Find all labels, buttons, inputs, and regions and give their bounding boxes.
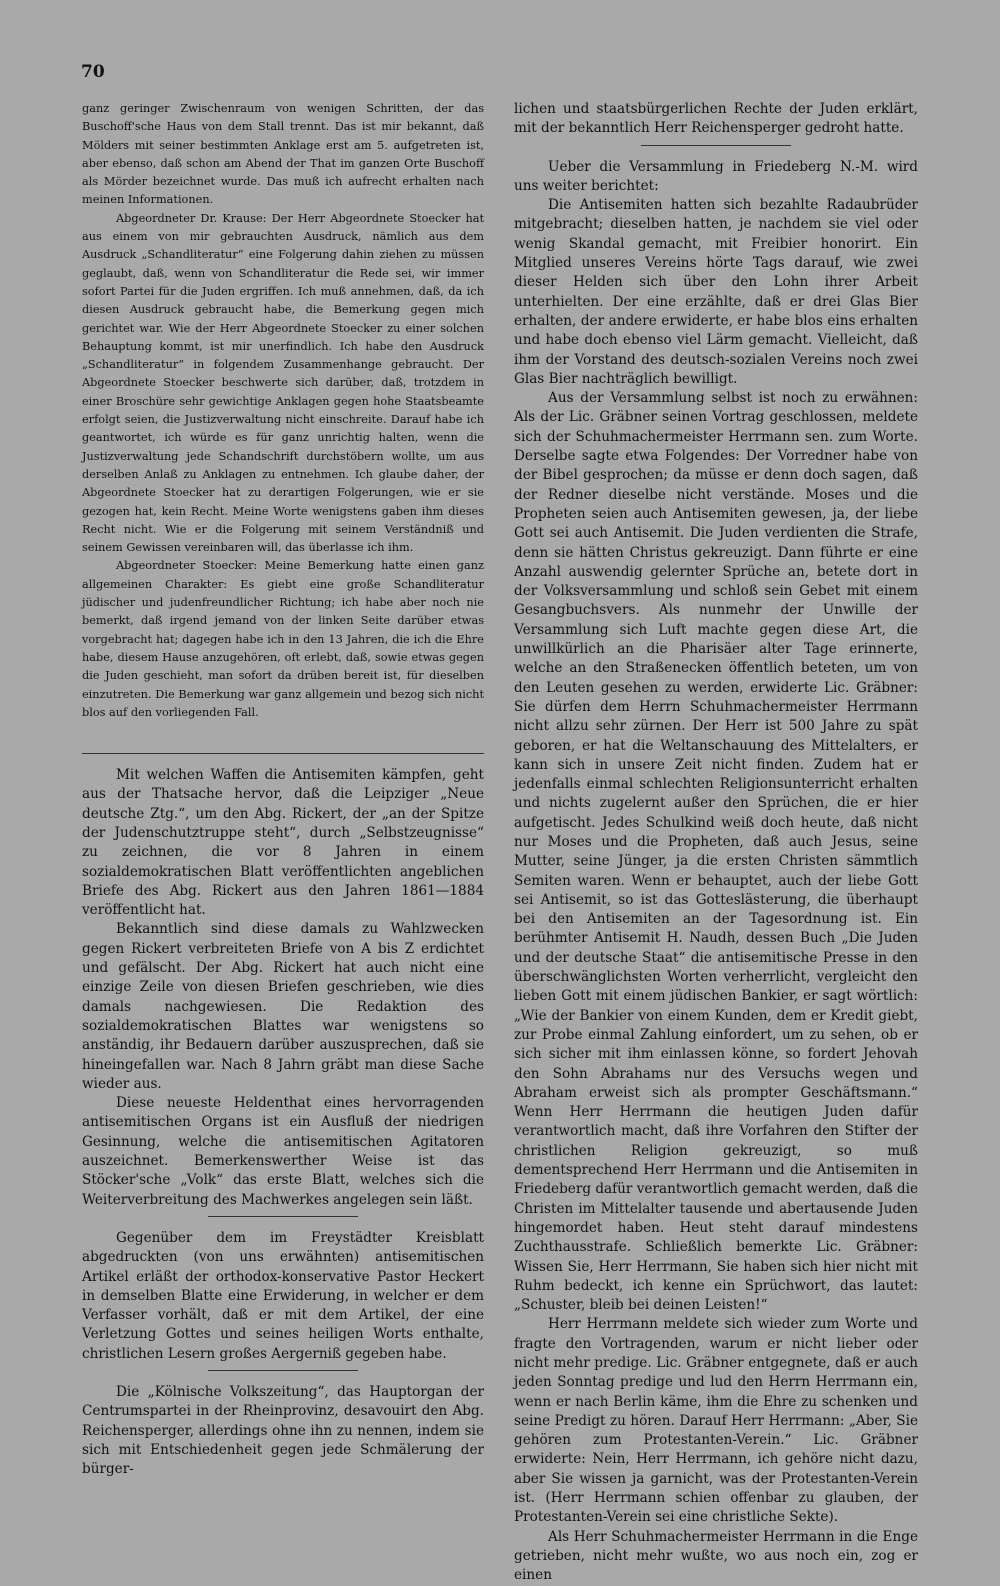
paragraph: Ueber die Versammlung in Friedeberg N.-M. wird uns weiter berichtet: [514,158,918,194]
paragraph: Aus der Versammlung selbst ist noch zu erwähnen: Als der Lic. Gräbner seinen Vortrag geschlossen, meldete sich der Schuhmachermeister Herrmann sen. zum Worte. Derselbe sagte etwa Folgendes: Der Vorredner habe von der Bibel gesprochen; da müsse er denn doch sagen, daß der Redner dieselbe nicht verstände. Moses und die Propheten seien auch Antisemiten gewesen, ja, der liebe Gott sei auch Antisemit. Die Juden verdienten die Strafe, denn sie hätten Christus gekreuzigt. Dann führte er eine Anzahl auswendig gelernter Sprüche an, betete dort in der Volksversammlung und schloß sein Gebet mit einem Gesangbuchsvers. Als nunmehr der Unwille der Versammlung sich Luft machte gegen diese Art, die unwillkürlich an die Pharisäer alter Tage erinnerte, welche an den Straßenecken öffentlich beteten, um von den Leuten gesehen zu werden, erwiderte Lic. Gräbner: Sie dürfen dem Herrn Schuhmachermeister Herrmann nicht allzu sehr zürnen. Der Herr ist 500 Jahre zu spät geboren, er hat die Weltanschauung des Mittelalters, er kann sich in unsere Zeit nicht finden. Zudem hat er jedenfalls einmal schlechten Religionsunterricht erhalten und nichts zugelernt außer den Sprüchen, die er hier aufgetischt. Jedes Schulkind weiß doch heute, daß nicht nur Moses und die Propheten, daß auch Jesus, seine Mutter, seine Jünger, ja die ersten Christen sämmtlich Semiten waren. Wenn er behauptet, auch der liebe Gott sei Antisemit, so ist das Gotteslästerung, die überhaupt bei den Antisemiten an der Tagesordnung ist. Ein berühmter Antisemit H. Naudh, dessen Buch „Die Juden und der deutsche Staat“ die antisemitische Presse in den überschwänglichsten Worten verherrlicht, vergleicht den lieben Gott mit einem jüdischen Bankier, er sagt wörtlich: „Wie der Bankier von einem Kunden, dem er Kredit giebt, zur Probe einmal Zahlung einfordert, um zu sehen, ob er sich sicher mit ihm einlassen könne, so fordert Jehovah den Sohn Abrahams nur des Versuchs wegen und Abraham erweist sich als prompter Geschäftsmann.“ Wenn Herr Herrmann die heutigen Juden dafür verantwortlich macht, daß ihre Vorfahren den Stifter der christlichen Religion gekreuzigt, so muß dementsprechend Herr Herrmann und die Antisemiten in Friedeberg dafür verantwortlich gemacht werden, daß die Christen im Mittelalter tausende und abertausende Juden hingemordet haben. Heut steht darauf mindestens Zuchthausstrafe. Schließlich bemerkte Lic. Gräbner: Wissen Sie, Herr Herrmann, Sie haben sich hier nicht mit Ruhm bedeckt, ich kenne ein Sprüchwort, das lautet: „Schuster, bleib bei deinen Leisten!“ [514,390,918,1314]
koelnische-volkszeitung-continued [514,100,918,139]
paragraph: Abgeordneter Stoecker: Meine Bemerkung hatte einen ganz allgemeinen Charakter: Es giebt eine große Schandliteratur jüdischer und judenfreundlicher Richtung; ich habe aber noch nie bemerkt, daß irgend jemand von der linken Seite darüber etwas vorgebracht hat; dagegen habe ich in den 13 Jahren, die ich die Ehre habe, diesem Hause anzugehören, oft erlebt, daß, sowie etwas gegen die Juden geschieht, man sofort da drüben bereit ist, für dieselben einzutreten. Die Bemerkung war ganz allgemein und bezog sich nicht blos auf den vorliegenden Fall. [82,559,484,719]
paragraph: Als Herr Schuhmachermeister Herrmann in die Enge getrieben, nicht mehr wußte, wo aus noch ein, zog er einen [514,1528,918,1584]
paragraph: Mit welchen Waffen die Antisemiten kämpfen, geht aus der Thatsache hervor, daß die Leipziger „Neue deutsche Ztg.“, um den Abg. Rickert, der „an der Spitze der Judenschutztruppe steht“, durch „Selbstzeugnisse“ zu zeichnen, die vor 8 Jahren in einem sozialdemokratischen Blatt veröffentlichten angeblichen Briefe des Abg. Rickert aus den Jahren 1861—1884 veröffentlicht hat. [82,767,484,919]
paragraph: Die „Kölnische Volkszeitung“, das Hauptorgan der Centrumspartei in der Rheinprovinz, desavouirt den Abg. Reichensperger, allerdings ohne ihn zu nennen, indem sie sich mit Entschiedenheit gegen jede Schmälerung der bürger- [82,1384,484,1478]
koelnische-volkszeitung-article [82,1383,484,1479]
paragraph: lichen und staatsbürgerlichen Rechte der Juden erklärt, mit der bekanntlich Herr Reichensperger gedroht hatte. [514,101,918,137]
parliament-debate-section [82,100,484,722]
section-divider [208,1216,358,1217]
paragraph: Abgeordneter Dr. Krause: Der Herr Abgeordnete Stoecker hat aus einem von mir gebrauchten Ausdruck, nämlich aus dem Ausdruck „Schandliteratur“ eine Folgerung dahin ziehen zu müssen geglaubt, daß, wenn von Schandliteratur die Rede sei, wir immer sofort Partei für die Juden ergriffen. Ich muß annehmen, daß, da ich diesen Ausdruck gebraucht habe, die Bemerkung gegen mich gerichtet war. Wie der Herr Abgeordnete Stoecker zu einer solchen Behauptung kommt, ist mir unerfindlich. Ich habe den Ausdruck „Schandliteratur“ in folgendem Zusammenhange gebraucht. Der Abgeordnete Stoecker beschwerte sich darüber, daß, trotzdem in einer Broschüre sehr gewichtige Anklagen gegen hohe Staatsbeamte erfolgt seien, die Justizverwaltung nicht einschreite. Darauf habe ich geantwortet, ich würde es für ganz unrichtig halten, wenn die Justizverwaltung jede Schandschrift durchstöbern wollte, um aus derselben Anlaß zu Anklagen zu entnehmen. Ich glaube daher, der Abgeordnete Stoecker hat zu derartigen Folgerungen, wie er sie gezogen hat, kein Recht. Meine Worte wenigstens gaben ihm dieses Recht nicht. Wie er die Folgerung mit seinem Verständniß und seinem Gewissen vereinbaren will, das überlasse ich ihm. [82,211,484,555]
paragraph: Diese neueste Heldenthat eines hervorragenden antisemitischen Organs ist ein Ausfluß der niedrigen Gesinnung, welche die antisemitischen Agitatoren auszeichnet. Bemerkenswerther Weise ist das Stöcker'sche „Volk“ das erste Blatt, welches sich die Weiterverbreitung des Machwerkes angelegen sein läßt. [82,1095,484,1208]
page-number: 70 [81,62,105,82]
paragraph: Die Antisemiten hatten sich bezahlte Radaubrüder mitgebracht; dieselben hatten, je nachdem sie viel oder wenig Skandal gemacht, mit Freibier honorirt. Ein Mitglied unseres Vereins hörte Tags darauf, wie zwei dieser Helden sich über den Lohn ihrer Arbeit unterhielten. Der eine erzählte, daß er drei Glas Bier erhalten, der andere erwiderte, er habe blos eins erhalten und habe doch ebenso viel Lärm gemacht. Vielleicht, daß ihm der Vorstand des deutsch-sozialen Vereins noch zwei Glas Bier nachträglich bewilligt. [514,197,918,387]
antisemiten-waffen-article [82,766,484,1210]
freystaedter-kreisblatt-article [82,1229,484,1364]
section-divider [82,753,484,754]
right-column [514,100,918,1586]
paragraph: Bekanntlich sind diese damals zu Wahlzwecken gegen Rickert verbreiteten Briefe von A bis Z erdichtet und gefälscht. Der Abg. Rickert hat auch nicht eine einzige Zeile von diesen Briefen geschrieben, wie dies damals nachgewiesen. Die Redaktion des sozialdemokratischen Blattes war wenigstens so anständig, ihr Bedauern darüber auszusprechen, daß sie hineingefallen war. Nach 8 Jahrn gräbt man diese Sache wieder aus. [82,921,484,1092]
left-column [82,100,484,1479]
section-divider [208,1370,358,1371]
paragraph: ganz geringer Zwischenraum von wenigen Schritten, der das Buschoff'sche Haus von dem Stall trennt. Das ist mir bekannt, daß Mölders mit seiner bestimmten Anklage erst am 5. aufgetreten ist, aber ebenso, daß schon am Abend der That im ganzen Orte Buschoff als Mörder bezeichnet wurde. Das muß ich aufrecht erhalten nach meinen Informationen. [82,102,484,207]
paragraph: Herr Herrmann meldete sich wieder zum Worte und fragte den Vortragenden, warum er nicht lieber oder nicht mehr predige. Lic. Gräbner entgegnete, daß er auch jeden Sonntag predige und lud den Herrn Herrmann ein, wenn er nach Berlin käme, ihm die Ehre zu schenken und seine Predigt zu hören. Darauf Herr Herrmann: „Aber, Sie gehören zum Protestanten-Verein.“ Lic. Gräbner erwiderte: Nein, Herr Herrmann, ich gehöre nicht dazu, aber Sie wissen ja garnicht, was der Protestanten-Verein ist. (Herr Herrmann schien offenbar zu glauben, der Protestanten-Verein sei eine christliche Sekte). [514,1316,918,1526]
friedeberg-report-article [514,158,918,1586]
paragraph: Gegenüber dem im Freystädter Kreisblatt abgedruckten (von uns erwähnten) antisemitischen Artikel erläßt der orthodox-konservative Pastor Heckert in demselben Blatte eine Erwiderung, in welcher er dem Verfasser vorhält, daß er mit dem Artikel, der eine Verletzung Gottes und seines heiligen Worts enthalte, christlichen Lesern großes Aergerniß gegeben habe. [82,1229,484,1362]
section-divider [641,145,791,146]
